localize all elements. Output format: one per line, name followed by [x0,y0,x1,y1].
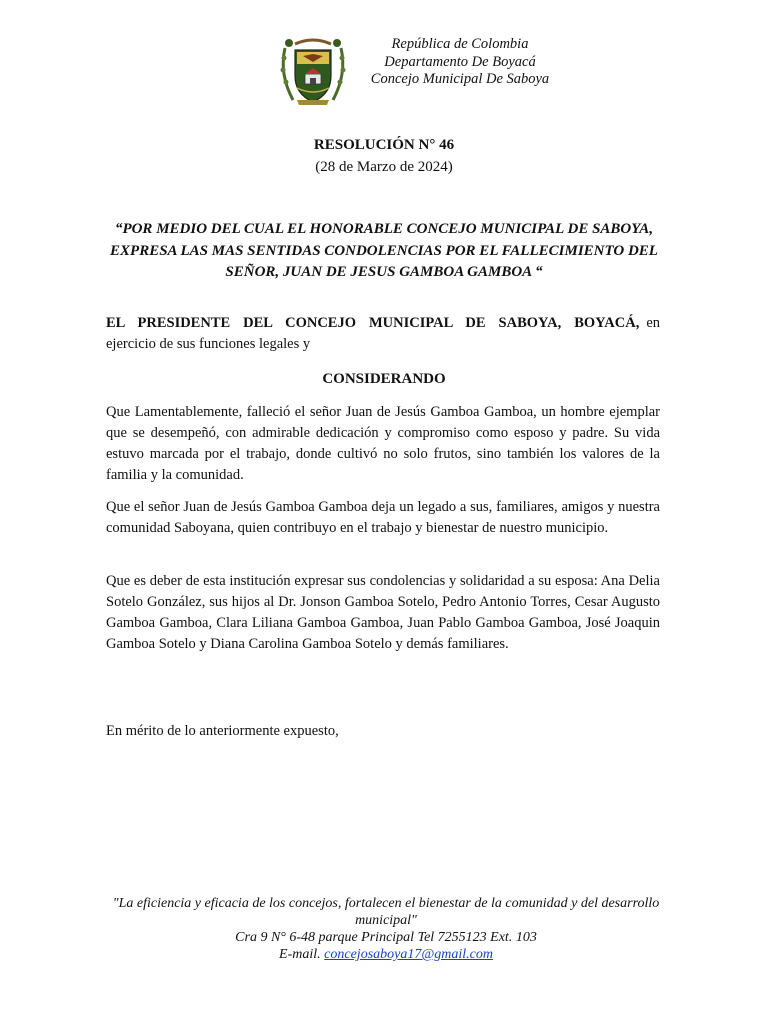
municipal-seal-icon [275,34,351,110]
paragraph-1: Que Lamentablemente, falleció el señor Juan de Jesús Gamboa Gamboa, un hombre ejemplar que se desempeñó, con admirable dedicación y compromiso como esposo y padre. Su vida estuvo marcada por el trabajo, donde cultivó no solo frutos, sino también los valores de la familia y la comunidad. [106,404,660,483]
footer-address: Cra 9 N° 6-48 parque Principal Tel 7255123 Ext. 103 [235,930,537,945]
intro-text: en ejercicio de sus funciones legales y [106,315,661,352]
email-link[interactable]: concejosaboya17@gmail.com [324,947,493,962]
intro-paragraph [106,313,660,355]
footer-email-label: E-mail. [279,947,325,962]
letterhead [0,30,768,110]
considerando-heading: CONSIDERANDO [322,371,446,387]
paragraph-2: Que el señor Juan de Jesús Gamboa Gamboa deja un legado a sus, familiares, amigos y nuestra comunidad Saboyana, quien contribuyo en el trabajo y bienestar de nuestro municipio. [106,499,660,536]
footer [108,895,664,963]
country-line: República de Colombia [391,36,529,52]
paragraph-3: Que es deber de esta institución expresar sus condolencias y solidaridad a su esposa: Ana Delia Sotelo González, sus hijos al Dr. Jonson Gamboa Sotelo, Pedro Antonio Torres, Cesar Augusto Gamboa Gamboa, Clara Liliana Gamboa Gamboa, Juan Pablo Gamboa Gamboa, José Joaquin Gamboa Sotelo y Diana Carolina Gamboa Sotelo y demás familiares. [106,573,660,652]
council-line: Concejo Municipal De Saboya [370,71,550,87]
resolution-date: (28 de Marzo de 2024) [315,159,453,175]
footer-motto: "La eficiencia y eficacia de los concejos, fortalecen el bienestar de la comunidad y del desarrollo municipal" [112,896,660,928]
intro-bold-text: EL PRESIDENTE DEL CONCEJO MUNICIPAL DE SABOYA, BOYACÁ, [106,315,640,331]
department-line: Departamento De Boyacá [384,53,536,70]
resolution-title: RESOLUCIÓN N° 46 [313,137,455,153]
resolution-subject: “POR MEDIO DEL CUAL EL HONORABLE CONCEJO MUNICIPAL DE SABOYA, EXPRESA LAS MAS SENTIDAS CONDOLENCIAS POR EL FALLECIMIENTO DEL SEÑOR, JUAN DE JESUS GAMBOA GAMBOA “ [110,221,658,280]
closing-line: En mérito de lo anteriormente expuesto, [106,723,339,739]
footer-email-line [108,946,664,963]
institution-header [360,36,560,89]
